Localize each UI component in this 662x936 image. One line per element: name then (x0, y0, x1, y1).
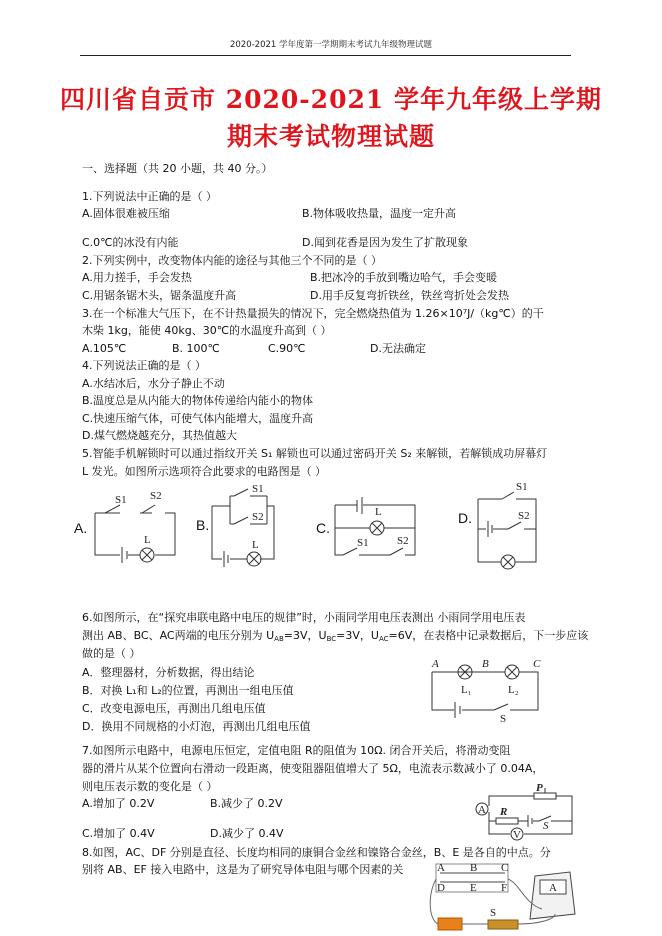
q8-point-d: D (437, 882, 445, 894)
circuit-a-diagram (95, 485, 175, 560)
circuit-d-label: D. (458, 510, 472, 526)
q2-option-b: B.把冰冷的手放到嘴边哈气，手会变暖 (310, 271, 498, 284)
q8-point-e: E (470, 882, 477, 894)
circuit-a-l: L (144, 534, 151, 546)
circuit-a-label: A. (74, 520, 88, 536)
q7-resistor-r: R (500, 806, 508, 818)
q2-option-c: C.用锯条锯木头，锯条温度升高 (82, 289, 237, 302)
header-rule (80, 55, 571, 56)
circuit-b-s2: S2 (252, 511, 264, 523)
q3-option-b: B. 100℃ (172, 342, 220, 355)
q7-option-b: B.减少了 0.2V (210, 797, 283, 810)
q2-option-d: D.用手反复弯折铁丝，铁丝弯折处会发热 (310, 289, 509, 302)
q7-slider-p: P (536, 782, 543, 794)
circuit-c-l: L (375, 506, 382, 518)
circuit-d-s1: S1 (516, 481, 528, 493)
q8-point-b: B (470, 862, 478, 874)
q2-stem: 2.下列实例中，改变物体内能的途径与其他三个不同的是（ ） (82, 254, 382, 267)
q4-option-b: B.温度总是从内能大的物体传递给内能小的物体 (82, 394, 314, 407)
q6-option-b: B．对换 L₁和 L₂的位置，再测出一组电压值 (82, 684, 294, 697)
doc-title-line1: 四川省自贡市 2020-2021 学年九年级上学期 (60, 85, 602, 114)
q6-point-a: A (432, 658, 439, 670)
q8-switch-s: S (490, 907, 497, 919)
q6-option-d: D．换用不同规格的小灯泡，再测出几组电压值 (82, 720, 311, 733)
q5-stem-cont: L 发光。如图所示选项符合此要求的电路图是（ ） (82, 465, 327, 478)
q7-switch-s: S (543, 820, 549, 832)
q8-apparatus-diagram (430, 864, 580, 934)
circuit-c-s1: S1 (357, 537, 369, 549)
q3-stem-cont: 木柴 1kg，能使 40kg、30℃的水温度升高到（ ） (82, 324, 332, 337)
q8-point-f: F (501, 882, 508, 894)
circuit-c-diagram (335, 500, 415, 560)
q1-option-a: A.固体很难被压缩 (82, 207, 170, 220)
q6-point-b: B (482, 658, 489, 670)
q8-stem: 8.如图，AC、DF 分别是直径、长度均相同的康铜合金丝和镍铬合金丝，B、E 是各自的中点。分 (82, 846, 551, 859)
q2-option-a: A.用力搓手，手会发热 (82, 271, 192, 284)
q7-voltmeter: V (513, 829, 521, 841)
q6-stem: 6.如图所示，在“探究串联电路中电压的规律”时，小雨同学用电压表测出 小雨同学用电压表 (82, 611, 526, 624)
q7-stem: 7.如图所示电路中，电源电压恒定，定值电阻 R的阻值为 10Ω. 闭合开关后，将滑动变阻 (82, 744, 511, 757)
page-header: 2020-2021 学年度第一学期期末考试九年级物理试题 (229, 40, 433, 50)
q7-stem-cont2: 则电压表示数的变化是（ ） (82, 780, 218, 793)
q7-ammeter: A (478, 804, 486, 816)
q6-switch-s: S (500, 713, 507, 725)
q7-option-d: D.减少了 0.4V (210, 827, 284, 840)
circuit-a-s1: S1 (115, 494, 127, 506)
q6-l1: L₁ (461, 684, 472, 696)
circuit-b-label: B. (196, 517, 210, 533)
q1-option-b: B.物体吸收热量，温度一定升高 (302, 207, 457, 220)
q1-option-c: C.0℃的冰没有内能 (82, 236, 179, 249)
q3-option-c: C.90℃ (268, 342, 306, 355)
q4-stem: 4.下列说法正确的是（ ） (82, 359, 206, 372)
q6-stem-cont: 测出 AB、BC、AC两端的电压分别为 $U_{AB}=3V$，$U_{BC}=3V$，$U_{AC}=6V$，在表格中记录数据后，下一步应该 (82, 629, 589, 643)
q6-option-c: C．改变电源电压，再测出几组电压值 (82, 702, 266, 715)
circuit-d-s2: S2 (518, 510, 530, 522)
q7-option-c: C.增加了 0.4V (82, 827, 155, 840)
q8-point-c: C (501, 862, 509, 874)
q4-option-a: A.水结冰后，水分子静止不动 (82, 377, 225, 390)
q7-circuit-diagram (476, 782, 571, 841)
q6-option-a: A．整理器材，分析数据，得出结论 (82, 666, 255, 679)
q6-stem-cont2: 做的是（ ） (82, 647, 141, 660)
q8-ammeter: A (549, 882, 557, 894)
circuit-a-s2: S2 (150, 490, 162, 502)
q8-point-a: A (437, 862, 445, 874)
circuit-c-label: C. (316, 520, 330, 536)
q6-l2: L₂ (508, 684, 519, 696)
section-heading: 一、选择题（共 20 小题，共 40 分。） (82, 162, 273, 175)
q5-stem: 5.智能手机解锁时可以通过指纹开关 S₁ 解锁也可以通过密码开关 S₂ 来解锁，若解锁成功屏幕灯 (82, 447, 548, 460)
q3-option-d: D.无法确定 (370, 342, 426, 355)
q7-stem-cont: 器的滑片从某个位置向右滑动一段距离，使变阻器阻值增大了 5Ω，电流表示数减小了 0.04A， (82, 762, 544, 775)
circuit-b-s1: S1 (252, 483, 264, 495)
circuit-d-diagram (478, 481, 558, 569)
q3-stem: 3.在一个标准大气压下，在不计热量损失的情况下，完全燃烧热值为 1.26×10⁷J/（kg℃）的干 (82, 307, 544, 320)
q4-option-c: C.快速压缩气体，可使气体内能增大，温度升高 (82, 412, 314, 425)
circuit-b-l: L (252, 539, 259, 551)
q7-option-a: A.增加了 0.2V (82, 797, 155, 810)
q6-point-c: C (533, 658, 541, 670)
q1-stem: 1.下列说法中正确的是（ ） (82, 190, 217, 203)
q6-circuit-diagram (432, 658, 544, 725)
circuit-c-s2: S2 (397, 535, 409, 547)
q8-stem-cont: 别将 AB、EF 接入电路中，这是为了研究导体电阻与哪个因素的关 (82, 863, 404, 876)
circuit-b-diagram (212, 484, 292, 564)
doc-title-line2: 期末考试物理试题 (226, 122, 435, 151)
q4-option-d: D.煤气燃烧越充分，其热值越大 (82, 429, 237, 442)
q3-option-a: A.105℃ (82, 342, 127, 355)
q1-option-d: D.闻到花香是因为发生了扩散现象 (302, 236, 468, 249)
